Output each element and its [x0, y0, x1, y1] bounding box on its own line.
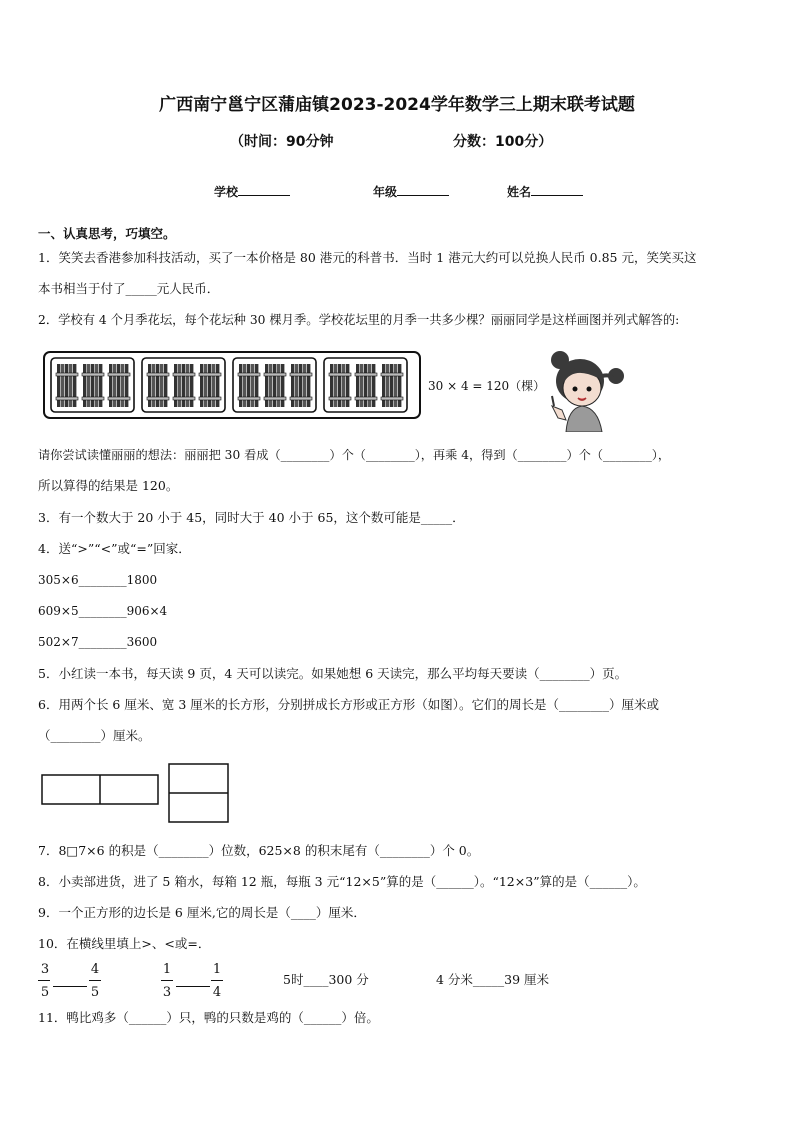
question-6-line-1: 6．用两个长 6 厘米、宽 3 厘米的长方形，分别拼成长方形或正方形（如图）。它们的周长是（________）厘米或 [38, 697, 660, 712]
q10-blank-a[interactable] [53, 986, 87, 987]
fraction-1-bar [38, 980, 50, 981]
stick-bundle [173, 364, 195, 407]
page-title: 广西南宁邕宁区蒲庙镇2023-2024学年数学三上期末联考试题 [159, 95, 635, 115]
fraction-1-numerator: 3 [40, 962, 50, 977]
name-field[interactable] [507, 183, 583, 200]
exam-time: （时间：90分钟 [230, 134, 334, 150]
grade-blank[interactable] [397, 183, 449, 196]
grade-label: 年级 [373, 185, 398, 199]
question-1-line-2: 本书相当于付了_____元人民币． [38, 281, 220, 296]
fraction-2-numerator: 4 [90, 962, 100, 977]
question-4: 4．送“>”“<”或“=”回家． [38, 541, 191, 556]
rectangles-figure [40, 762, 232, 826]
school-blank[interactable] [238, 183, 290, 196]
stick-bundle [56, 364, 78, 407]
stick-bundle [82, 364, 104, 407]
fraction-4-denominator: 4 [212, 985, 222, 1000]
fraction-3-numerator: 1 [162, 962, 172, 977]
fraction-4-bar [211, 980, 223, 981]
question-6-line-2: （________）厘米。 [38, 728, 151, 743]
question-3: 3．有一个数大于 20 小于 45，同时大于 40 小于 65，这个数可能是_____． [38, 510, 465, 525]
question-2-equation: 30 × 4 = 120（棵） [428, 379, 546, 393]
name-blank[interactable] [531, 183, 583, 196]
question-2-line-2: 请你尝试读懂丽丽的想法：丽丽把 30 看成（________）个（________），再乘 4，得到（________）个（________）， [38, 448, 671, 462]
exam-score: 分数：100分） [453, 134, 553, 150]
q10-blank-b[interactable] [176, 986, 210, 987]
flower-beds-illustration [43, 351, 423, 421]
fraction-1-denominator: 5 [40, 985, 50, 1000]
question-2-line-1: 2．学校有 4 个月季花坛，每个花坛种 30 棵月季。学校花坛里的月季一共多少棵？丽丽同学是这样画图并列式解答的: [38, 313, 680, 327]
question-10-item-c: 5时____300 分 [283, 972, 369, 987]
question-4-item-b: 609×5________906×4 [38, 604, 168, 618]
fraction-2-bar [89, 980, 101, 981]
stick-bundle [147, 364, 169, 407]
fraction-2-denominator: 5 [90, 985, 100, 1000]
question-8: 8．小卖部进货，进了 5 箱水，每箱 12 瓶，每瓶 3 元“12×5”算的是（______）。“12×3”算的是（______）。 [38, 874, 646, 889]
question-11: 11．鸭比鸡多（______）只，鸭的只数是鸡的（______）倍。 [38, 1010, 379, 1025]
fraction-4-numerator: 1 [212, 962, 222, 977]
stick-bundle [381, 364, 403, 407]
question-1-line-1: 1．笑笑去香港参加科技活动，买了一本价格是 80 港元的科普书．当时 1 港元大约可以兑换人民币 0.85 元，笑笑买这 [38, 250, 697, 265]
question-4-item-a: 305×6________1800 [38, 573, 158, 587]
name-label: 姓名 [507, 185, 532, 199]
girl-illustration [540, 346, 632, 432]
question-5: 5．小红读一本书，每天读 9 页，4 天可以读完。如果她想 6 天读完，那么平均每天要读（________）页。 [38, 666, 628, 681]
stick-bundle [290, 364, 312, 407]
section-heading: 一、认真思考，巧填空。 [38, 226, 176, 241]
stick-bundle [264, 364, 286, 407]
question-4-item-c: 502×7________3600 [38, 635, 158, 649]
stick-bundle [199, 364, 221, 407]
question-10: 10．在横线里填上>、<或=． [38, 936, 211, 951]
stick-bundle [355, 364, 377, 407]
school-field[interactable] [214, 183, 290, 200]
fraction-3-bar [161, 980, 173, 981]
question-9: 9．一个正方形的边长是 6 厘米,它的周长是（____）厘米． [38, 905, 366, 920]
school-label: 学校 [214, 185, 239, 199]
grade-field[interactable] [373, 183, 449, 200]
stick-bundle [238, 364, 260, 407]
fraction-3-denominator: 3 [162, 985, 172, 1000]
question-10-item-d: 4 分米_____39 厘米 [436, 972, 550, 987]
question-2-line-3: 所以算得的结果是 120。 [38, 478, 179, 493]
stick-bundle [329, 364, 351, 407]
stick-bundle [108, 364, 130, 407]
question-7: 7．8□7×6 的积是（________）位数，625×8 的积末尾有（________）个 0。 [38, 843, 480, 858]
